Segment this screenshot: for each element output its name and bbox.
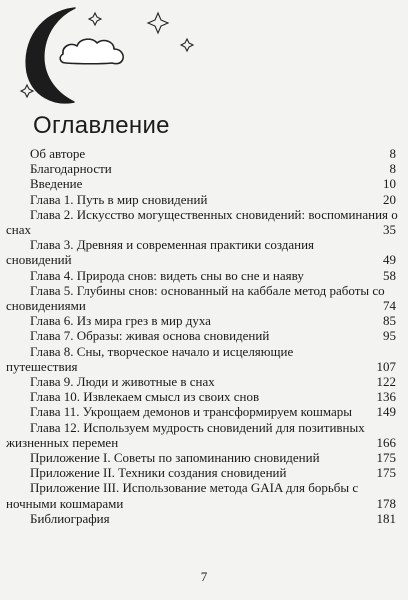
toc-entry [6, 176, 398, 191]
toc-entry [6, 404, 398, 419]
toc-entry-page: 149 [376, 404, 396, 420]
toc-entry-page: 20 [383, 191, 396, 207]
toc-entry-page: 58 [383, 267, 396, 283]
toc-entry-title: Благодарности [30, 161, 112, 177]
toc-entry-page: 10 [383, 176, 396, 192]
toc-entry [6, 207, 398, 237]
page-number: 7 [200, 569, 208, 584]
toc-entry-title: Глава 8. Сны, творческое начало и исцеляющие путешествия [6, 343, 294, 374]
toc-entry [6, 389, 398, 404]
toc-entry [6, 237, 398, 267]
toc-entry-page: 107 [376, 358, 396, 374]
toc-entry [6, 328, 398, 343]
toc-entry [6, 480, 398, 510]
toc-entry-title: Глава 10. Извлекаем смысл из своих снов [30, 389, 260, 405]
toc-entry-page: 8 [389, 161, 396, 177]
toc-entry-title: Глава 12. Используем мудрость сновидений для позитивных жизненных перемен [6, 419, 365, 450]
toc-entry [6, 420, 398, 450]
moon-cloud-illustration [0, 0, 408, 112]
toc-entry-page: 175 [376, 465, 396, 481]
toc-entry [6, 283, 398, 313]
toc-entry-title: Глава 6. Из мира грез в мир духа [30, 313, 211, 329]
cloud-icon [60, 39, 123, 64]
toc-entry [6, 511, 398, 526]
table-of-contents [6, 146, 398, 526]
toc-entry-page: 122 [376, 374, 396, 390]
toc-entry-title: Введение [30, 176, 83, 192]
toc-entry-title: Глава 11. Укрощаем демонов и трансформируем кошмары [30, 404, 352, 420]
toc-entry [6, 268, 398, 283]
toc-entry-page: 175 [376, 450, 396, 466]
toc-entry-page: 95 [383, 328, 396, 344]
toc-entry-title: Приложение III. Использование метода GAIA для борьбы с ночными кошмарами [6, 480, 359, 511]
toc-entry-title: Глава 4. Природа снов: видеть сны во сне и наяву [30, 267, 304, 283]
toc-entry-page: 8 [389, 146, 396, 161]
toc-entry [6, 146, 398, 161]
toc-entry-title: Глава 7. Образы: живая основа сновидений [30, 328, 270, 344]
toc-entry [6, 450, 398, 465]
toc-entry-page: 181 [376, 510, 396, 526]
toc-entry-page: 74 [383, 298, 396, 314]
toc-entry [6, 313, 398, 328]
toc-entry [6, 374, 398, 389]
toc-entry-page: 178 [376, 495, 396, 511]
page-title: Оглавление [33, 112, 170, 139]
toc-entry-title: Глава 3. Древняя и современная практики создания сновидений [6, 237, 315, 268]
toc-entry-page: 35 [383, 222, 396, 238]
toc-entry-title: Об авторе [30, 146, 86, 161]
toc-entry [6, 161, 398, 176]
toc-entry-title: Приложение I. Советы по запоминанию сновидений [30, 450, 320, 466]
toc-entry [6, 344, 398, 374]
toc-entry-page: 166 [376, 434, 396, 450]
toc-entry-title: Глава 9. Люди и животные в снах [30, 374, 215, 390]
toc-entry-title: Глава 1. Путь в мир сновидений [30, 191, 208, 207]
toc-entry-page: 49 [383, 252, 396, 268]
toc-entry-title: Глава 2. Искусство могущественных сновидений: воспоминания о снах [6, 206, 398, 238]
toc-entry-title: Глава 5. Глубины снов: основанный на каббале метод работы со сновидениями [6, 282, 385, 314]
toc-entry-title: Приложение II. Техники создания сновидений [30, 465, 287, 481]
toc-entry-page: 85 [383, 313, 396, 329]
toc-entry-title: Библиография [30, 510, 110, 526]
toc-entry [6, 192, 398, 207]
toc-entry-page: 136 [376, 389, 396, 405]
toc-entry [6, 465, 398, 480]
